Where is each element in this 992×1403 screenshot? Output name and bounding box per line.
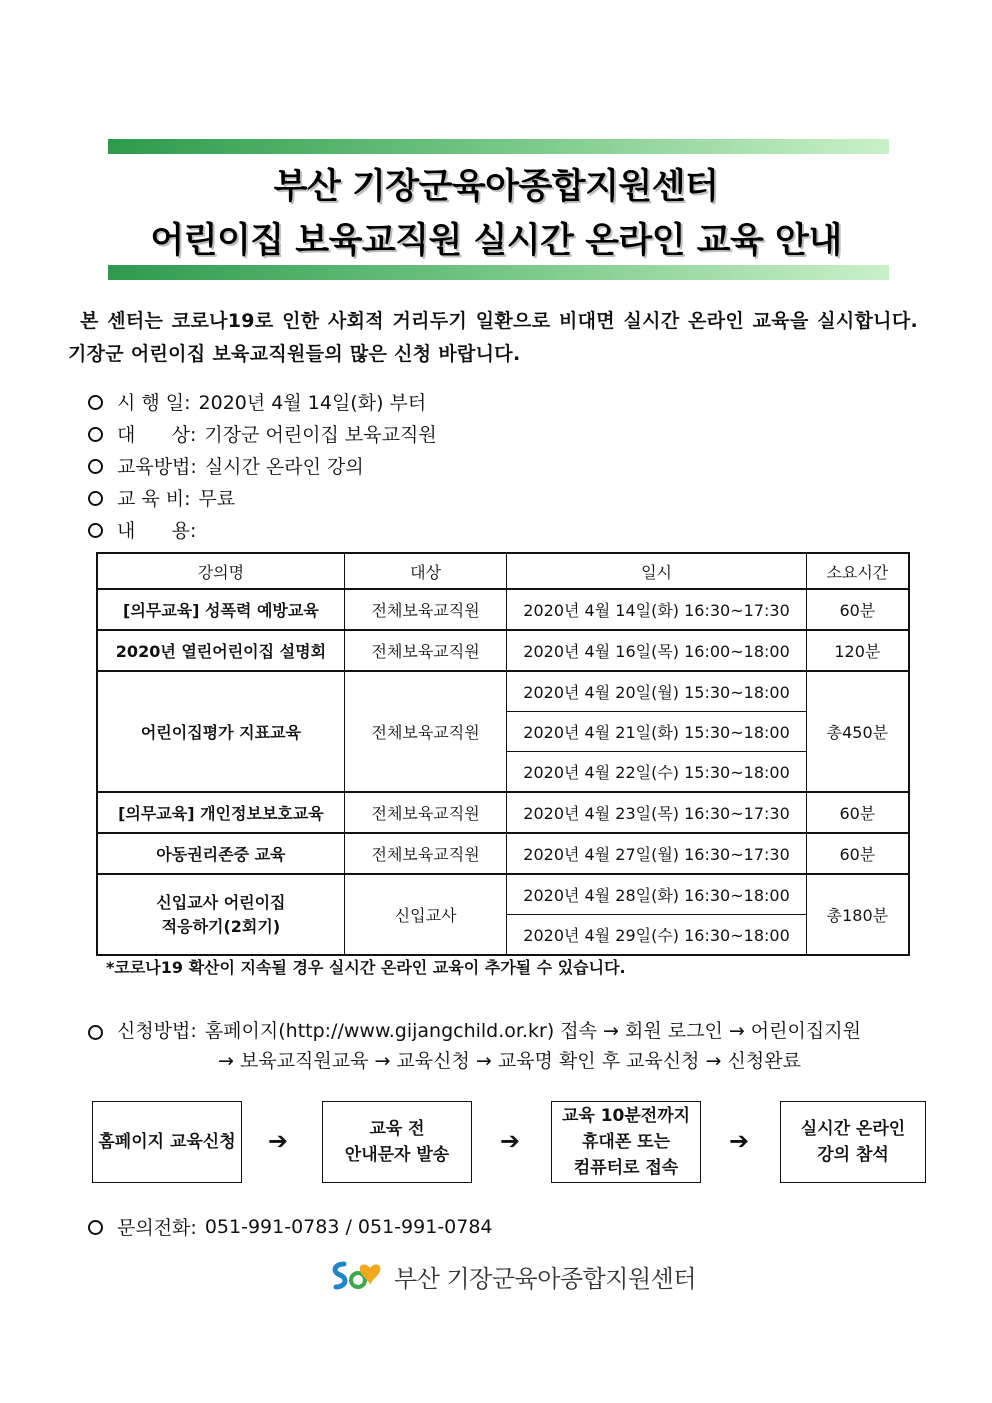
- apply-label: 신청방법:: [117, 1020, 197, 1042]
- detail-value: 실시간 온라인 강의: [204, 456, 364, 478]
- intro-paragraph: [68, 305, 918, 371]
- detail-label: 교 육 비:: [117, 488, 191, 510]
- apply-method-line-1: [88, 1016, 861, 1046]
- course-duration: 60분: [806, 589, 909, 630]
- course-name: [의무교육] 성폭력 예방교육: [97, 589, 344, 630]
- step-text: 홈페이지 교육신청: [98, 1132, 236, 1152]
- course-date: 2020년 4월 29일(수) 16:30~18:00: [507, 915, 806, 956]
- detail-value: 무료: [198, 488, 236, 510]
- course-name: [의무교육] 개인정보보호교육: [97, 792, 344, 833]
- step-text: 교육 10분전까지: [561, 1106, 691, 1126]
- table-row: [97, 792, 909, 833]
- course-name: [97, 874, 344, 955]
- step-box-4: [780, 1101, 926, 1183]
- apply-steps-line-1: 홈페이지(http://www.gijangchild.or.kr) 접속 → 회원 로그인 → 어린이집지원: [204, 1020, 861, 1042]
- table-note: *코로나19 확산이 지속될 경우 실시간 온라인 교육이 추가될 수 있습니다.: [106, 958, 626, 977]
- detail-content: [88, 516, 204, 543]
- schedule-table: [96, 552, 910, 956]
- detail-value: 기장군 어린이집 보육교직원: [204, 424, 437, 446]
- header-course: 강의명: [97, 553, 344, 589]
- title-line-1: 부산 기장군육아종합지원센터: [273, 167, 719, 207]
- course-date: 2020년 4월 22일(수) 15:30~18:00: [507, 752, 806, 793]
- course-name: 2020년 열린어린이집 설명회: [97, 630, 344, 671]
- course-target: 신입교사: [344, 874, 507, 955]
- step-text: 교육 전: [369, 1119, 425, 1139]
- detail-method: [88, 452, 364, 479]
- center-logo-icon: [328, 1258, 386, 1294]
- circle-bullet-icon: [88, 459, 103, 474]
- contact-label: 문의전화:: [117, 1217, 197, 1239]
- circle-bullet-icon: [88, 1220, 103, 1235]
- table-row: [97, 874, 909, 915]
- course-duration: 60분: [806, 792, 909, 833]
- table-header-row: [97, 553, 909, 589]
- course-name-line-1: 신입교사 어린이집: [156, 892, 286, 912]
- detail-label: 대 상:: [117, 424, 197, 446]
- circle-bullet-icon: [88, 491, 103, 506]
- circle-bullet-icon: [88, 523, 103, 538]
- circle-bullet-icon: [88, 427, 103, 442]
- header-datetime: 일시: [507, 553, 806, 589]
- course-target: 전체보육교직원: [344, 792, 507, 833]
- table-row: [97, 671, 909, 712]
- title-bar-top: [108, 139, 889, 154]
- header-target: 대상: [344, 553, 507, 589]
- course-duration: 120분: [806, 630, 909, 671]
- course-date: 2020년 4월 20일(월) 15:30~18:00: [507, 671, 806, 712]
- step-text: 컴퓨터로 접속: [573, 1158, 679, 1178]
- contact-phone: 051-991-0783 / 051-991-0784: [204, 1215, 493, 1238]
- right-arrow-icon: ➔: [500, 1127, 521, 1155]
- step-text: 강의 참석: [817, 1145, 889, 1165]
- step-text: 실시간 온라인: [800, 1119, 906, 1139]
- step-text: 휴대폰 또는: [581, 1132, 671, 1152]
- circle-bullet-icon: [88, 1025, 103, 1040]
- course-date: 2020년 4월 27일(월) 16:30~17:30: [507, 833, 806, 874]
- circle-bullet-icon: [88, 395, 103, 410]
- step-text: 안내문자 발송: [344, 1145, 450, 1165]
- footer: [328, 1258, 696, 1294]
- course-target: 전체보육교직원: [344, 833, 507, 874]
- course-date: 2020년 4월 21일(화) 15:30~18:00: [507, 712, 806, 752]
- course-date: 2020년 4월 14일(화) 16:30~17:30: [507, 589, 806, 630]
- apply-steps-line-2: → 보육교직원교육 → 교육신청 → 교육명 확인 후 교육신청 → 신청완료: [218, 1050, 801, 1072]
- course-name: 아동권리존중 교육: [97, 833, 344, 874]
- title-line-2: 어린이집 보육교직원 실시간 온라인 교육 안내: [150, 221, 842, 261]
- contact-line: [88, 1213, 493, 1240]
- table-row: [97, 589, 909, 630]
- step-box-2: [322, 1101, 472, 1183]
- course-name: 어린이집평가 지표교육: [97, 671, 344, 792]
- course-name-line-2: 적응하기(2회기): [161, 916, 281, 936]
- table-row: [97, 833, 909, 874]
- course-duration: 총180분: [806, 874, 909, 955]
- course-date: 2020년 4월 16일(목) 16:00~18:00: [507, 630, 806, 671]
- course-duration: 60분: [806, 833, 909, 874]
- title-bar-bottom: [108, 265, 889, 280]
- detail-value: 2020년 4월 14일(화) 부터: [198, 392, 427, 414]
- course-duration: 총450분: [806, 671, 909, 792]
- intro-text: 본 센터는 코로나19로 인한 사회적 거리두기 일환으로 비대면 실시간 온라인 교육을 실시합니다. 기장군 어린이집 보육교직원들의 많은 신청 바랍니다.: [68, 310, 918, 365]
- course-date: 2020년 4월 28일(화) 16:30~18:00: [507, 874, 806, 915]
- right-arrow-icon: ➔: [729, 1127, 750, 1155]
- step-box-1: [92, 1101, 242, 1183]
- right-arrow-icon: ➔: [268, 1127, 289, 1155]
- footer-org-name: 부산 기장군육아종합지원센터: [394, 1264, 697, 1293]
- detail-label: 교육방법:: [117, 456, 197, 478]
- detail-target: [88, 420, 437, 447]
- detail-date: [88, 388, 426, 415]
- detail-fee: [88, 484, 235, 511]
- course-target: 전체보육교직원: [344, 630, 507, 671]
- step-box-3: [551, 1101, 701, 1183]
- table-row: [97, 630, 909, 671]
- course-date: 2020년 4월 23일(목) 16:30~17:30: [507, 792, 806, 833]
- course-target: 전체보육교직원: [344, 589, 507, 630]
- detail-label: 내 용:: [117, 520, 197, 542]
- course-target: 전체보육교직원: [344, 671, 507, 792]
- detail-label: 시 행 일:: [117, 392, 191, 414]
- header-duration: 소요시간: [806, 553, 909, 589]
